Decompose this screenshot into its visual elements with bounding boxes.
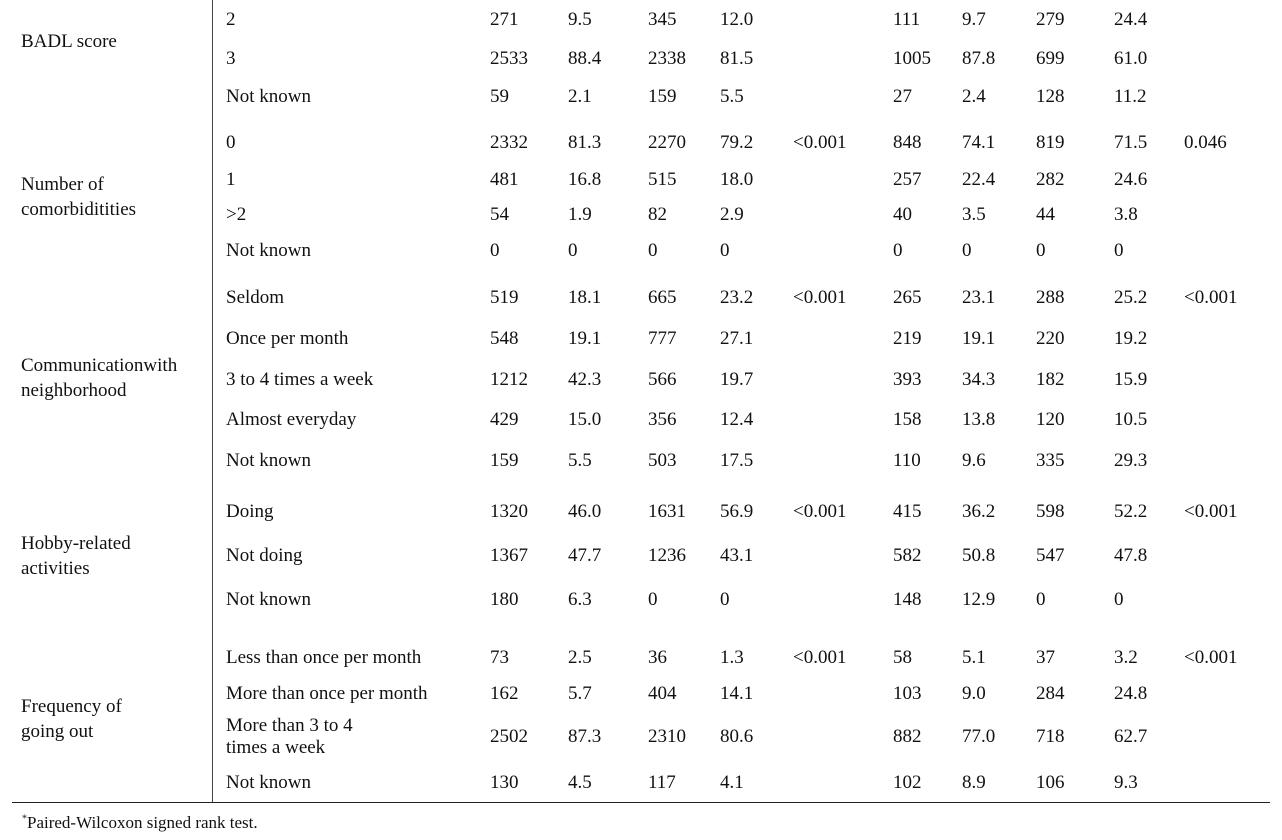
- table-cell: 8.9: [962, 772, 986, 793]
- category-label: Doing: [226, 501, 274, 522]
- table-cell: 3.2: [1114, 647, 1138, 668]
- table-cell: 102: [893, 772, 922, 793]
- table-cell: 284: [1036, 683, 1065, 704]
- table-cell: 46.0: [568, 501, 602, 522]
- table-cell: 5.5: [720, 86, 744, 107]
- category-label: Not doing: [226, 545, 303, 566]
- table-cell: <0.001: [793, 287, 847, 308]
- table-cell: 79.2: [720, 132, 754, 153]
- table-cell: 87.3: [568, 726, 602, 747]
- row-group-label: Frequency of going out: [21, 696, 122, 742]
- table-cell: 2.9: [720, 204, 744, 225]
- table-cell: 288: [1036, 287, 1065, 308]
- table-cell: 0: [648, 240, 658, 261]
- table-cell: 9.7: [962, 9, 986, 30]
- table-cell: 2270: [648, 132, 686, 153]
- table-cell: 117: [648, 772, 676, 793]
- table-cell: 0: [1114, 589, 1124, 610]
- table-cell: 0: [490, 240, 500, 261]
- table-cell: 9.5: [568, 9, 592, 30]
- table-cell: 5.5: [568, 450, 592, 471]
- table-cell: 130: [490, 772, 519, 793]
- table-cell: 9.6: [962, 450, 986, 471]
- table-cell: 18.1: [568, 287, 602, 308]
- table-cell: 25.2: [1114, 287, 1148, 308]
- table-cell: 158: [893, 409, 922, 430]
- table-cell: 42.3: [568, 369, 602, 390]
- table-cell: 52.2: [1114, 501, 1148, 522]
- table-cell: 81.3: [568, 132, 602, 153]
- table-cell: 29.3: [1114, 450, 1148, 471]
- table-cell: 598: [1036, 501, 1065, 522]
- row-group-label: Communicationwith neighborhood: [21, 355, 178, 401]
- row-group-label: Number of comorbiditities: [21, 174, 137, 220]
- table-cell: 0: [962, 240, 972, 261]
- table-cell: 19.1: [962, 328, 996, 349]
- footnote-text: Paired-Wilcoxon signed rank test.: [27, 813, 258, 832]
- table-cell: 27: [893, 86, 912, 107]
- table-cell: 36: [648, 647, 667, 668]
- category-label: More than once per month: [226, 683, 428, 704]
- table-cell: 37: [1036, 647, 1055, 668]
- table-cell: 23.1: [962, 287, 996, 308]
- table-cell: 24.6: [1114, 169, 1148, 190]
- table-cell: 279: [1036, 9, 1065, 30]
- table-cell: 515: [648, 169, 677, 190]
- category-label: Not known: [226, 772, 311, 793]
- table-cell: 19.7: [720, 369, 754, 390]
- category-label: 2: [226, 9, 236, 30]
- table-cell: 110: [893, 450, 921, 471]
- table-cell: 2310: [648, 726, 686, 747]
- table-cell: 5.1: [962, 647, 986, 668]
- category-label: 1: [226, 169, 236, 190]
- table-cell: 1005: [893, 48, 931, 69]
- table-cell: 88.4: [568, 48, 602, 69]
- table-cell: 2.1: [568, 86, 592, 107]
- table-cell: 159: [648, 86, 677, 107]
- table-cell: 0: [568, 240, 578, 261]
- table-cell: 15.0: [568, 409, 602, 430]
- table-cell: 503: [648, 450, 677, 471]
- table-cell: 0.046: [1184, 132, 1227, 153]
- table-cell: 23.2: [720, 287, 754, 308]
- table-cell: 19.2: [1114, 328, 1148, 349]
- table-cell: 9.0: [962, 683, 986, 704]
- category-label: 0: [226, 132, 236, 153]
- table-cell: 2.4: [962, 86, 986, 107]
- table-cell: 335: [1036, 450, 1065, 471]
- table-cell: 120: [1036, 409, 1065, 430]
- table-cell: 415: [893, 501, 922, 522]
- table-cell: 271: [490, 9, 519, 30]
- category-label: Not known: [226, 240, 311, 261]
- table-cell: 1367: [490, 545, 528, 566]
- table-cell: 3.5: [962, 204, 986, 225]
- table-cell: 82: [648, 204, 667, 225]
- table-cell: 44: [1036, 204, 1055, 225]
- table-cell: 58: [893, 647, 912, 668]
- table-cell: 1320: [490, 501, 528, 522]
- category-label: >2: [226, 204, 247, 225]
- table-cell: 1212: [490, 369, 528, 390]
- table-cell: 61.0: [1114, 48, 1148, 69]
- table-bottom-rule: [12, 802, 1270, 803]
- table-cell: 2.5: [568, 647, 592, 668]
- table-cell: 566: [648, 369, 677, 390]
- table-cell: 5.7: [568, 683, 592, 704]
- table-cell: 15.9: [1114, 369, 1148, 390]
- table-cell: 665: [648, 287, 677, 308]
- table-cell: 12.4: [720, 409, 754, 430]
- table-cell: 0: [893, 240, 903, 261]
- table-cell: 162: [490, 683, 519, 704]
- row-group-label: Hobby-related activities: [21, 533, 131, 579]
- table-cell: 404: [648, 683, 677, 704]
- category-label: Once per month: [226, 328, 349, 349]
- table-cell: 47.8: [1114, 545, 1148, 566]
- table-cell: 3.8: [1114, 204, 1138, 225]
- table-cell: 27.1: [720, 328, 754, 349]
- table-cell: 219: [893, 328, 922, 349]
- table-cell: 6.3: [568, 589, 592, 610]
- table-cell: 16.8: [568, 169, 602, 190]
- table-cell: <0.001: [1184, 501, 1238, 522]
- category-label: Less than once per month: [226, 647, 422, 668]
- table-cell: 17.5: [720, 450, 754, 471]
- table-cell: 24.4: [1114, 9, 1148, 30]
- table-cell: 81.5: [720, 48, 754, 69]
- table-cell: 819: [1036, 132, 1065, 153]
- table-cell: 36.2: [962, 501, 996, 522]
- table-cell: 54: [490, 204, 509, 225]
- table-cell: 103: [893, 683, 922, 704]
- table-cell: 12.9: [962, 589, 996, 610]
- table-cell: 24.8: [1114, 683, 1148, 704]
- table-cell: 14.1: [720, 683, 754, 704]
- category-label: Almost everyday: [226, 409, 357, 430]
- row-group-label: BADL score: [21, 30, 117, 52]
- table-cell: 548: [490, 328, 519, 349]
- table-cell: 4.1: [720, 772, 744, 793]
- table-cell: 74.1: [962, 132, 996, 153]
- table-cell: 9.3: [1114, 772, 1138, 793]
- table-cell: 0: [720, 589, 730, 610]
- table-cell: 547: [1036, 545, 1065, 566]
- table-cell: 40: [893, 204, 912, 225]
- table-cell: <0.001: [793, 647, 847, 668]
- category-label: Not known: [226, 589, 311, 610]
- table-cell: 0: [720, 240, 730, 261]
- category-label: Not known: [226, 450, 311, 471]
- table-cell: 2502: [490, 726, 528, 747]
- table-cell: <0.001: [1184, 647, 1238, 668]
- table-cell: 50.8: [962, 545, 996, 566]
- table-cell: 10.5: [1114, 409, 1148, 430]
- column-divider: [212, 0, 213, 802]
- table-cell: 19.1: [568, 328, 602, 349]
- category-label: Seldom: [226, 287, 285, 308]
- table-cell: 718: [1036, 726, 1065, 747]
- table-cell: 0: [1114, 240, 1124, 261]
- footnote: [22, 812, 258, 834]
- table-cell: 0: [1036, 240, 1046, 261]
- table-cell: <0.001: [1184, 287, 1238, 308]
- table-cell: 777: [648, 328, 677, 349]
- table-cell: <0.001: [793, 501, 847, 522]
- table-cell: 2332: [490, 132, 528, 153]
- table-cell: 182: [1036, 369, 1065, 390]
- table-cell: 87.8: [962, 48, 996, 69]
- table-cell: <0.001: [793, 132, 847, 153]
- table-cell: 18.0: [720, 169, 754, 190]
- table-cell: 582: [893, 545, 922, 566]
- table-cell: 519: [490, 287, 519, 308]
- table-cell: 848: [893, 132, 922, 153]
- table-cell: 11.2: [1114, 86, 1147, 107]
- category-label: Not known: [226, 86, 311, 107]
- table-cell: 73: [490, 647, 509, 668]
- table-cell: 22.4: [962, 169, 996, 190]
- table-cell: 1236: [648, 545, 686, 566]
- table-cell: 257: [893, 169, 922, 190]
- table-cell: 356: [648, 409, 677, 430]
- table-cell: 481: [490, 169, 519, 190]
- table-cell: 80.6: [720, 726, 754, 747]
- table-cell: 282: [1036, 169, 1065, 190]
- table-cell: 12.0: [720, 9, 754, 30]
- table-cell: 128: [1036, 86, 1065, 107]
- table-cell: 4.5: [568, 772, 592, 793]
- table-cell: 180: [490, 589, 519, 610]
- table-cell: 393: [893, 369, 922, 390]
- table-cell: 429: [490, 409, 519, 430]
- table-cell: 59: [490, 86, 509, 107]
- category-label: 3: [226, 48, 236, 69]
- table-cell: 148: [893, 589, 922, 610]
- table-cell: 345: [648, 9, 677, 30]
- table-cell: 159: [490, 450, 519, 471]
- table-cell: 106: [1036, 772, 1065, 793]
- table-cell: 699: [1036, 48, 1065, 69]
- table-cell: 2338: [648, 48, 686, 69]
- table-cell: 220: [1036, 328, 1065, 349]
- table-cell: 265: [893, 287, 922, 308]
- table-cell: 1631: [648, 501, 686, 522]
- table-cell: 47.7: [568, 545, 602, 566]
- table-cell: 56.9: [720, 501, 754, 522]
- table-cell: 2533: [490, 48, 528, 69]
- table-cell: 1.3: [720, 647, 744, 668]
- table-cell: 882: [893, 726, 922, 747]
- category-label: More than 3 to 4 times a week: [226, 715, 353, 758]
- footnote-marker: *: [22, 813, 27, 825]
- table-cell: 43.1: [720, 545, 754, 566]
- table-cell: 0: [648, 589, 658, 610]
- category-label: 3 to 4 times a week: [226, 369, 374, 390]
- table-cell: 34.3: [962, 369, 996, 390]
- table-cell: 1.9: [568, 204, 592, 225]
- table-cell: 77.0: [962, 726, 996, 747]
- table-cell: 13.8: [962, 409, 996, 430]
- table-cell: 111: [893, 9, 921, 30]
- table-cell: 62.7: [1114, 726, 1148, 747]
- table-cell: 0: [1036, 589, 1046, 610]
- table-cell: 71.5: [1114, 132, 1148, 153]
